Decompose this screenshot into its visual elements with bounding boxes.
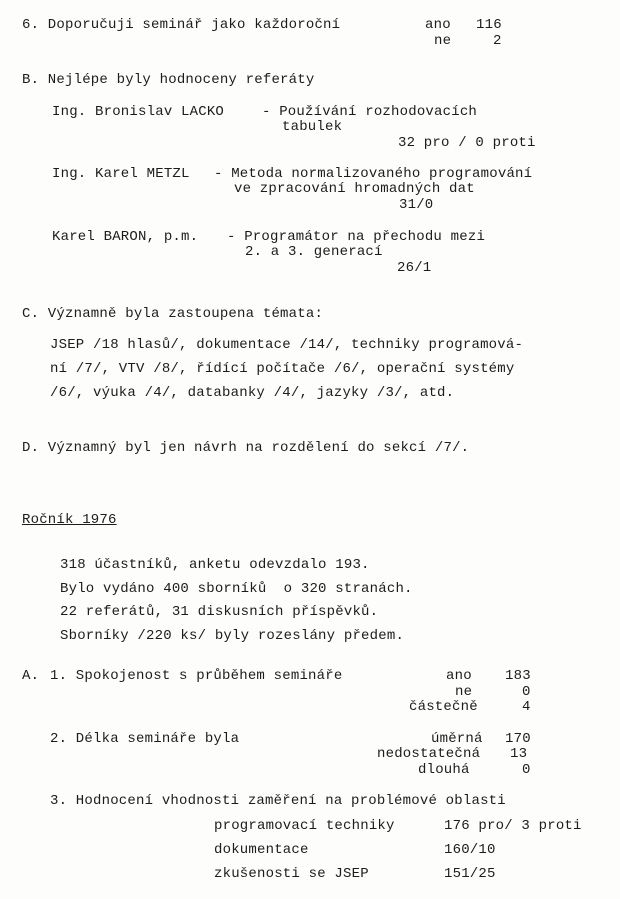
q1-count: 0 [522, 684, 531, 700]
q3-area: programovací techniky [214, 818, 395, 834]
q2-count: 0 [522, 762, 531, 778]
sectionC-line: /6/, výuka /4/, databanky /4/, jazyky /3/, atd. [50, 385, 455, 401]
q1-count: 183 [505, 668, 531, 684]
item6-count-no: 2 [493, 33, 502, 49]
paper3-author: Karel BARON, p.m. [52, 229, 199, 245]
sectionA-label: A. [22, 668, 40, 684]
paper3-title-line2: 2. a 3. generací [245, 244, 383, 260]
paper1-author: Ing. Bronislav LACKO [52, 104, 225, 120]
sectionD-text: D. Významný byl jen návrh na rozdělení do sekcí /7/. [22, 440, 470, 456]
paper2-title-line1: - Metoda normalizovaného programování [214, 166, 533, 182]
year-summary-line: 22 referátů, 31 diskusních příspěvků. [60, 604, 379, 620]
q3-area: zkušenosti se JSEP [214, 866, 369, 882]
q3-label: 3. Hodnocení vhodnosti zaměření na problémové oblasti [50, 793, 506, 809]
q1-answer: ne [455, 684, 473, 700]
sectionB-title: B. Nejlépe byly hodnoceny referáty [22, 72, 315, 88]
q3-votes: 176 pro/ 3 proti [444, 818, 582, 834]
paper2-votes: 31/0 [399, 197, 434, 213]
paper2-author: Ing. Karel METZL [52, 166, 190, 182]
paper2-title-line2: ve zpracování hromadných dat [234, 181, 475, 197]
paper1-title-line1: - Používání rozhodovacích [262, 104, 478, 120]
year-summary-line: Bylo vydáno 400 sborníků o 320 stranách. [60, 581, 413, 597]
q2-label: 2. Délka semináře byla [50, 731, 240, 747]
q3-votes: 160/10 [444, 842, 496, 858]
year-summary-line: Sborníky /220 ks/ byly rozeslány předem. [60, 628, 405, 644]
q3-area: dokumentace [214, 842, 309, 858]
paper3-title-line1: - Programátor na přechodu mezi [227, 229, 486, 245]
q1-label: 1. Spokojenost s průběhem semináře [50, 668, 343, 684]
q1-count: 4 [522, 699, 531, 715]
q2-answer: úměrná [431, 731, 483, 747]
q2-count: 170 [505, 731, 531, 747]
paper1-votes: 32 pro / 0 proti [398, 135, 536, 151]
year-heading: Ročník 1976 [22, 512, 117, 528]
q2-count: 13 [510, 746, 528, 762]
q1-answer: ano [446, 668, 472, 684]
q2-answer: dlouhá [418, 762, 470, 778]
sectionC-line: ní /7/, VTV /8/, řídící počítače /6/, operační systémy [50, 361, 515, 377]
paper1-title-line2: tabulek [282, 119, 343, 135]
item6-answer-no: ne [434, 33, 452, 49]
sectionC-title: C. Významně byla zastoupena témata: [22, 306, 324, 322]
item6-count-yes: 116 [476, 17, 502, 33]
sectionC-line: JSEP /18 hlasů/, dokumentace /14/, techniky programová- [50, 337, 524, 353]
q1-answer: částečně [409, 699, 478, 715]
item6-answer-yes: ano [425, 17, 451, 33]
year-summary-line: 318 účastníků, anketu odevzdalo 193. [60, 557, 370, 573]
item6-label: 6. Doporučuji seminář jako každoroční [22, 17, 341, 33]
q3-votes: 151/25 [444, 866, 496, 882]
q2-answer: nedostatečná [377, 746, 481, 762]
paper3-votes: 26/1 [397, 260, 432, 276]
